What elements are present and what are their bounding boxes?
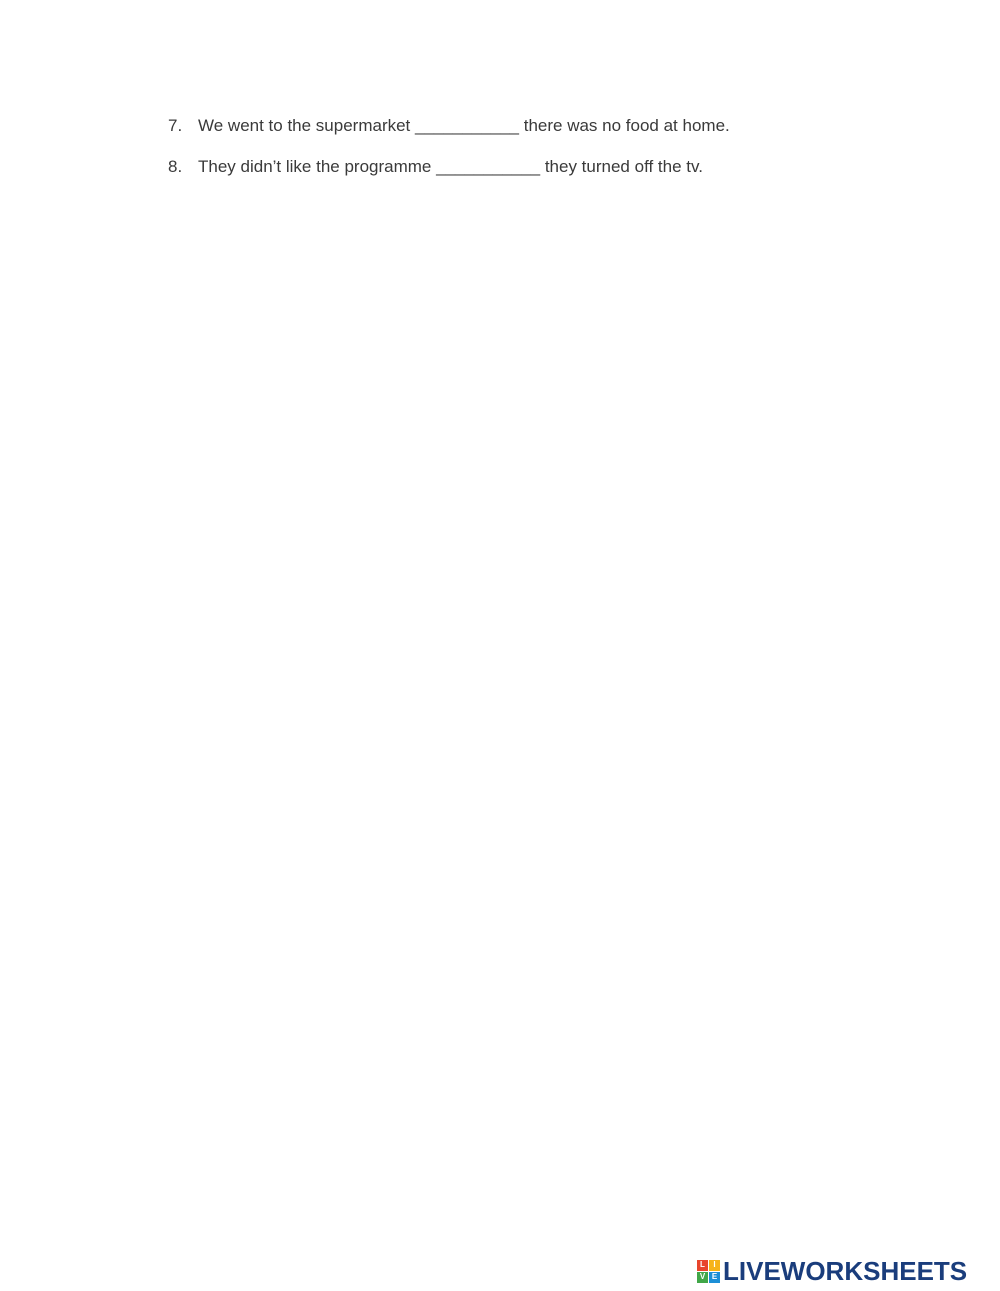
logo-tile: I [709,1260,720,1271]
logo-tile: L [697,1260,708,1271]
liveworksheets-logo [697,1257,967,1285]
question-text: We went to the supermarket ___________ there was no food at home. [198,116,730,135]
question-text: They didn’t like the programme ___________ they turned off the tv. [198,157,703,176]
logo-tile: V [697,1272,708,1283]
question-number: 8. [168,157,183,176]
logo-tile: E [709,1272,720,1283]
question-7 [168,116,730,136]
question-number: 7. [168,116,183,135]
logo-tiles-icon [697,1260,720,1283]
question-8 [168,157,703,177]
logo-wordmark: LIVEWORKSHEETS [723,1256,968,1286]
